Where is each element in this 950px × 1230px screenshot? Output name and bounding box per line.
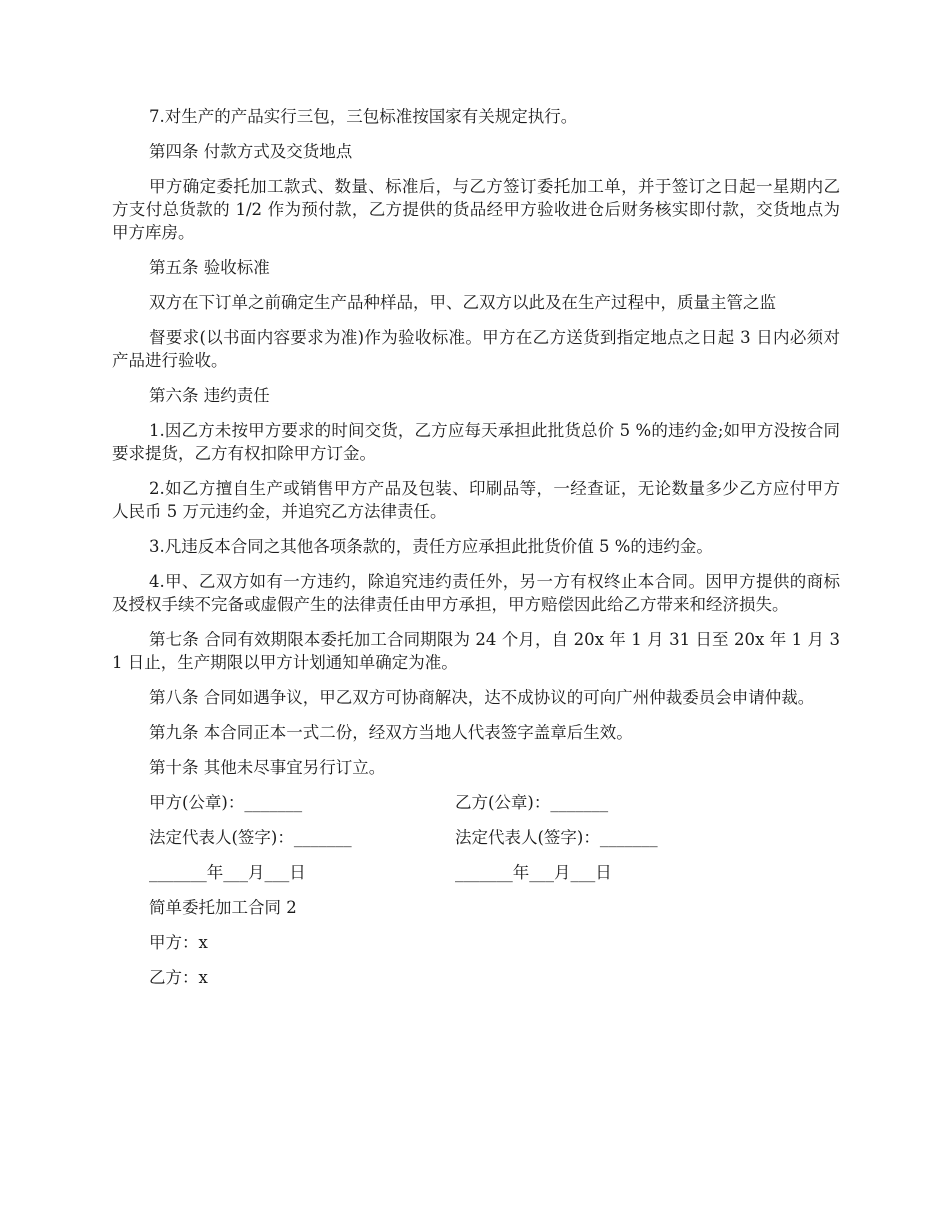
- contract-page: [112, 105, 840, 1001]
- article-4-text: 甲方确定委托加工款式、数量、标准后，与乙方签订委托加工单，并于签订之日起一星期内乙方支付总货款的 1/2 作为预付款，乙方提供的货品经甲方验收进仓后财务核实即付款，交货地点为甲方库房。: [112, 177, 840, 242]
- article-5-text-1: 双方在下订单之前确定生产品种样品，甲、乙双方以此及在生产过程中，质量主管之监: [149, 293, 776, 312]
- signature-rep-row: [112, 826, 840, 849]
- article-6-item-1: 1.因乙方未按甲方要求的时间交货，乙方应每天承担此批货总价 5 %的违约金;如甲方没按合同要求提货，乙方有权扣除甲方订金。: [112, 421, 840, 463]
- article-9: 第九条 本合同正本一式二份，经双方当地人代表签字盖章后生效。: [149, 723, 633, 742]
- signature-date-row: [112, 861, 840, 884]
- article-6-item-3: 3.凡违反本合同之其他各项条款的，责任方应承担此批货价值 5 %的违约金。: [149, 537, 713, 556]
- article-8: 第八条 合同如遇争议，甲乙双方可协商解决，达不成协议的可向广州仲裁委员会申请仲裁。: [149, 688, 815, 707]
- article-6-item-4: 4.甲、乙双方如有一方违约，除追究违约责任外，另一方有权终止本合同。因甲方提供的商标及授权手续不完备或虚假产生的法律责任由甲方承担，甲方赔偿因此给乙方带来和经济损失。: [112, 572, 840, 614]
- article-5-text-2: 督要求(以书面内容要求为准)作为验收标准。甲方在乙方送货到指定地点之日起 3 日内必须对产品进行验收。: [112, 328, 840, 370]
- article-6-item-2: 2.如乙方擅自生产或销售甲方产品及包装、印刷品等，一经查证，无论数量多少乙方应付甲方人民币 5 万元违约金，并追究乙方法律责任。: [112, 479, 840, 521]
- party-b-representative: 法定代表人(签字)：_______: [455, 828, 658, 847]
- next-contract-party-a: 甲方：x: [149, 933, 208, 952]
- party-a-date: _______年___月___日: [149, 863, 306, 882]
- next-contract-party-b: 乙方：x: [149, 968, 208, 987]
- article-5-heading: 第五条 验收标准: [149, 258, 270, 277]
- party-b-seal: 乙方(公章)：_______: [455, 793, 609, 812]
- article-6-heading: 第六条 违约责任: [149, 386, 270, 405]
- party-a-seal: 甲方(公章)：_______: [149, 793, 303, 812]
- next-contract-title: 简单委托加工合同 2: [149, 898, 297, 917]
- party-a-representative: 法定代表人(签字)：_______: [149, 828, 352, 847]
- article-10: 第十条 其他未尽事宜另行订立。: [149, 758, 386, 777]
- signature-seal-row: [112, 791, 840, 814]
- article-4-heading: 第四条 付款方式及交货地点: [149, 142, 353, 161]
- clause-warranty: 7.对生产的产品实行三包，三包标准按国家有关规定执行。: [149, 107, 578, 126]
- article-7: 第七条 合同有效期限本委托加工合同期限为 24 个月，自 20x 年 1 月 31 日至 20x 年 1 月 31 日止，生产期限以甲方计划通知单确定为准。: [112, 630, 840, 672]
- party-b-date: _______年___月___日: [455, 863, 612, 882]
